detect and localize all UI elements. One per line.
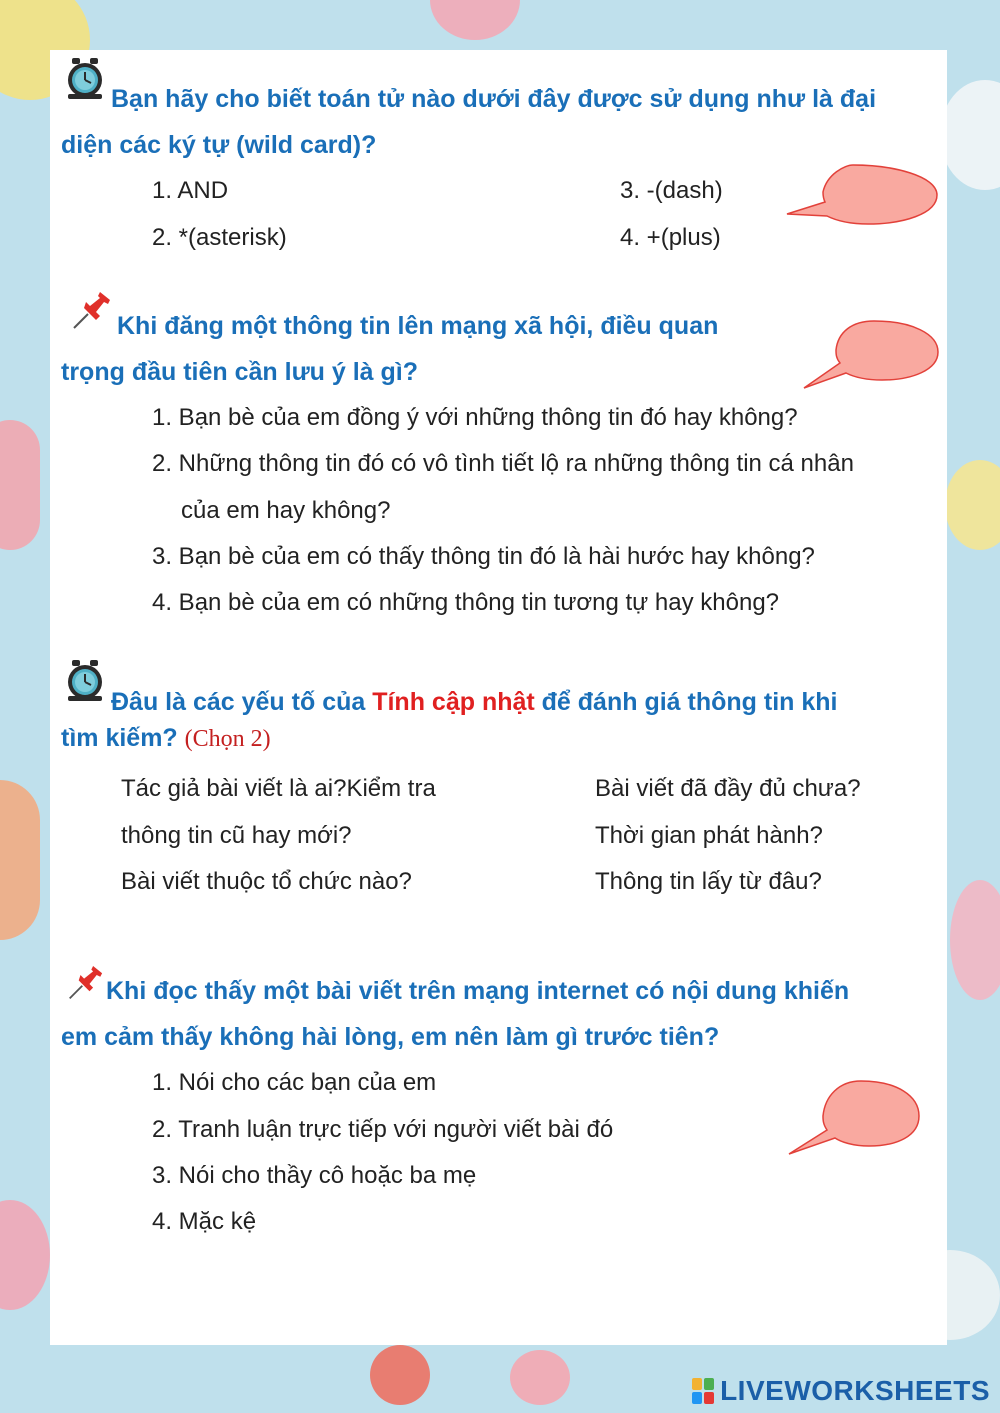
question-1-title-line-2: diện các ký tự (wild card)? — [61, 131, 377, 159]
question-1-option-1: 1. AND — [152, 177, 229, 204]
question-3-option-right-1[interactable]: Bài viết đã đầy đủ chưa? — [595, 775, 861, 802]
question-3-title-line-2 — [61, 715, 271, 762]
question-4-option-2: 2. Tranh luận trực tiếp với người viết bài đó — [152, 1116, 614, 1143]
question-3-title-part-2: để đánh giá thông tin khi — [534, 688, 838, 716]
decor-flower-bottom-left — [0, 1200, 50, 1310]
decor-flower-bottom — [370, 1345, 430, 1405]
alarm-clock-icon — [62, 56, 108, 107]
decor-rainbow-left — [0, 780, 40, 940]
question-2-option-2: 2. Những thông tin đó có vô tình tiết lộ ra những thông tin cá nhân — [152, 450, 854, 477]
question-4-title-line-2: em cảm thấy không hài lòng, em nên làm gì trước tiên? — [61, 1023, 720, 1051]
question-3-hint: (Chọn 2) — [184, 726, 271, 752]
answer-bubble-2[interactable] — [800, 318, 945, 398]
decor-flower-bottom-2 — [510, 1350, 570, 1405]
question-2-option-1: 1. Bạn bè của em đồng ý với những thông tin đó hay không? — [152, 404, 798, 431]
question-3-title-highlight: Tính cập nhật — [372, 688, 535, 716]
question-1-option-2: 2. *(asterisk) — [152, 224, 287, 251]
liveworksheets-logo — [692, 1375, 990, 1407]
question-1-title-line-1: Bạn hãy cho biết toán tử nào dưới đây được sử dụng như là đại — [111, 85, 877, 113]
decor-flower-right — [940, 80, 1000, 190]
question-3-title-part-1: Đâu là các yếu tố của — [111, 688, 373, 716]
decor-flower-top — [430, 0, 520, 40]
answer-bubble-4[interactable] — [785, 1078, 925, 1163]
decor-flower-mid-right — [945, 460, 1000, 550]
question-1-option-3: 3. -(dash) — [620, 177, 723, 204]
answer-bubble-1[interactable] — [783, 162, 943, 237]
question-3-option-right-2[interactable]: Thời gian phát hành? — [595, 822, 823, 849]
alarm-clock-icon — [62, 658, 108, 709]
pushpin-icon — [66, 966, 104, 1007]
decor-leaf-left — [0, 420, 40, 550]
question-4-option-4: 4. Mặc kệ — [152, 1208, 257, 1235]
liveworksheets-logo-text: LIVEWORKSHEETS — [720, 1375, 990, 1406]
question-3-option-left-1[interactable]: Tác giả bài viết là ai?Kiểm tra — [121, 775, 436, 802]
decor-flower-right-lower — [950, 880, 1000, 1000]
question-2-title-line-1: Khi đăng một thông tin lên mạng xã hội, điều quan — [117, 312, 719, 340]
question-3-option-right-3[interactable]: Thông tin lấy từ đâu? — [595, 868, 822, 895]
question-4-title-line-1: Khi đọc thấy một bài viết trên mạng internet có nội dung khiến — [106, 977, 850, 1005]
question-3-option-left-2[interactable]: thông tin cũ hay mới? — [121, 822, 352, 849]
question-2-option-4: 4. Bạn bè của em có những thông tin tương tự hay không? — [152, 589, 780, 616]
question-2-option-2-cont: của em hay không? — [181, 497, 391, 524]
pushpin-icon — [70, 292, 112, 337]
question-3-title-line-2-text: tìm kiếm? — [61, 724, 178, 752]
question-4-option-1: 1. Nói cho các bạn của em — [152, 1069, 437, 1096]
question-2-option-3: 3. Bạn bè của em có thấy thông tin đó là hài hước hay không? — [152, 543, 815, 570]
question-1-option-4: 4. +(plus) — [620, 224, 721, 251]
question-3-option-left-3[interactable]: Bài viết thuộc tổ chức nào? — [121, 868, 412, 895]
liveworksheets-logo-icon — [692, 1378, 714, 1404]
question-4-option-3: 3. Nói cho thầy cô hoặc ba mẹ — [152, 1162, 477, 1189]
question-2-title-line-2: trọng đầu tiên cần lưu ý là gì? — [61, 358, 419, 386]
